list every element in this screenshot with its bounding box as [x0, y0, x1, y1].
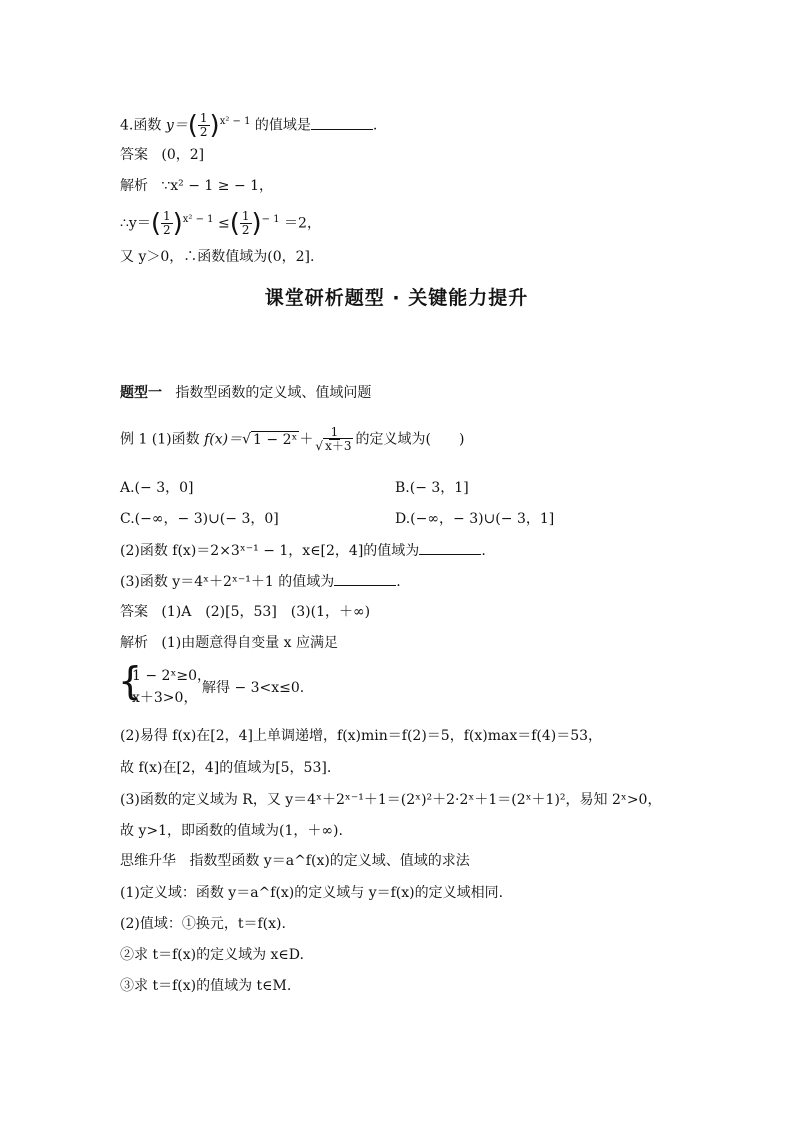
example-1-analysis-line3: (2)易得 f(x)在[2，4]上单调递增，f(x)min＝f(2)＝5，f(x)max＝f(4)＝53， — [120, 728, 603, 744]
sqrt-sign: √ — [242, 431, 252, 448]
answer-blank — [419, 540, 481, 555]
part-2-text: (2)函数 f(x)＝2×3ˣ⁻¹ − 1，x∈[2，4]的值域为 — [120, 543, 420, 559]
q4-exponent: x² − 1 — [219, 116, 251, 127]
q4-suffix: 的值域是 — [250, 117, 311, 134]
right-paren: ) — [172, 208, 183, 239]
example-1-part-1 — [120, 426, 464, 453]
analysis-text: ∴y＝ — [120, 215, 151, 232]
example-lead: 例 1 (1)函数 — [120, 431, 205, 448]
answer-label: 答案 — [120, 147, 148, 163]
q4-analysis-line3 — [120, 247, 314, 267]
le-sign: ≤ — [217, 215, 230, 232]
half-fraction: $\frac{1}{2}$ — [162, 209, 171, 238]
example-tail: 的定义域为( ) — [355, 431, 465, 448]
answer-value: (1)A (2)[5，53] (3)(1，＋∞) — [161, 604, 371, 620]
exponent: − 1 — [261, 214, 280, 225]
thinking-line1: (1)定义域：函数 y＝a^f(x)的定义域与 y＝f(x)的定义域相同. — [120, 885, 504, 901]
type-text: 指数型函数的定义域、值域问题 — [175, 385, 372, 401]
q4-prefix: 4.函数 — [120, 117, 166, 134]
example-1-analysis-line1 — [120, 633, 338, 653]
fraction-denominator: √ x＋3 — [315, 439, 352, 453]
right-paren: ) — [209, 110, 220, 141]
function-label: f(x)＝ — [204, 431, 243, 448]
option-c: C.(−∞，− 3)∪(− 3，0] — [120, 511, 279, 527]
analysis-text: ∵x² − 1 ≥ − 1， — [161, 178, 274, 194]
answer-label: 答案 — [120, 604, 148, 620]
section-heading: 课堂研析题型 · 关键能力提升 — [264, 287, 529, 309]
system-row-1: 1 − 2ˣ≥0， — [132, 668, 212, 684]
type-label: 题型一 — [120, 385, 162, 401]
type-1-title — [120, 383, 371, 403]
inequality-system — [118, 659, 305, 710]
exponent: x² − 1 — [182, 214, 214, 225]
q4-end: . — [372, 117, 378, 134]
analysis-text: (1)由题意得自变量 x 应满足 — [161, 635, 338, 651]
half-fraction: $\frac{1}{2}$ — [199, 111, 208, 140]
option-b: B.(− 3，1] — [395, 480, 469, 496]
example-1-part-2: (2)函数 f(x)＝2×3ˣ⁻¹ − 1，x∈[2，4]的值域为 . — [120, 540, 486, 561]
q4-y-eq: y＝ — [165, 117, 188, 134]
half-fraction: $\frac{1}{2}$ — [241, 209, 250, 238]
left-paren: ( — [229, 208, 240, 239]
thinking-line4: ③求 t＝f(x)的值域为 t∈M. — [120, 978, 292, 994]
reciprocal-fraction — [313, 426, 355, 453]
left-paren: ( — [150, 208, 161, 239]
example-1-analysis-line6: 故 y>1，即函数的值域为(1，＋∞). — [120, 823, 343, 839]
fraction-radicand: x＋3 — [325, 439, 352, 453]
system-brace: { — [118, 659, 143, 703]
example-1-analysis-line5: (3)函数的定义域为 R，又 y＝4ˣ＋2ˣ⁻¹＋1＝(2ˣ)²＋2·2ˣ＋1＝(2ˣ＋1)²，易知 2ˣ>0， — [120, 792, 662, 808]
analysis-text: 又 y＞0，∴函数值域为(0，2]. — [120, 249, 315, 265]
right-paren: ) — [251, 208, 262, 239]
analysis-label: 解析 — [120, 635, 148, 651]
q4-analysis-line2 — [120, 210, 321, 237]
thinking-title — [120, 851, 470, 871]
answer-value: (0，2] — [161, 147, 205, 163]
fraction-numerator: 1 — [330, 425, 339, 439]
answer-blank — [311, 115, 373, 130]
plus-sign: ＋ — [299, 431, 314, 448]
thinking-line2: (2)值域：①换元，t＝f(x). — [120, 916, 286, 932]
example-1-answer — [120, 602, 370, 622]
option-d: D.(−∞，− 3)∪(− 3，1] — [395, 511, 555, 527]
system-result: 解得 − 3<x≤0. — [202, 680, 305, 696]
left-paren: ( — [187, 110, 198, 141]
answer-blank — [334, 571, 396, 586]
q4-analysis-line1 — [120, 176, 273, 196]
thinking-label: 思维升华 — [120, 853, 176, 869]
q4-answer — [120, 145, 204, 165]
example-1-part-3: (3)函数 y＝4ˣ＋2ˣ⁻¹＋1 的值域为 . — [120, 571, 401, 592]
analysis-label: 解析 — [120, 178, 148, 194]
question-4 — [120, 112, 377, 139]
option-a: A.(− 3，0] — [120, 480, 194, 496]
part-3-text: (3)函数 y＝4ˣ＋2ˣ⁻¹＋1 的值域为 — [120, 574, 335, 590]
system-row-2: x＋3>0， — [132, 690, 198, 706]
example-1-analysis-line4: 故 f(x)在[2，4]的值域为[5，53]. — [120, 760, 332, 776]
thinking-line3: ②求 t＝f(x)的定义域为 x∈D. — [120, 947, 304, 963]
analysis-text: ＝2， — [284, 215, 321, 232]
thinking-text: 指数型函数 y＝a^f(x)的定义域、值域的求法 — [189, 853, 470, 869]
radicand: 1 − 2ˣ — [253, 431, 298, 448]
